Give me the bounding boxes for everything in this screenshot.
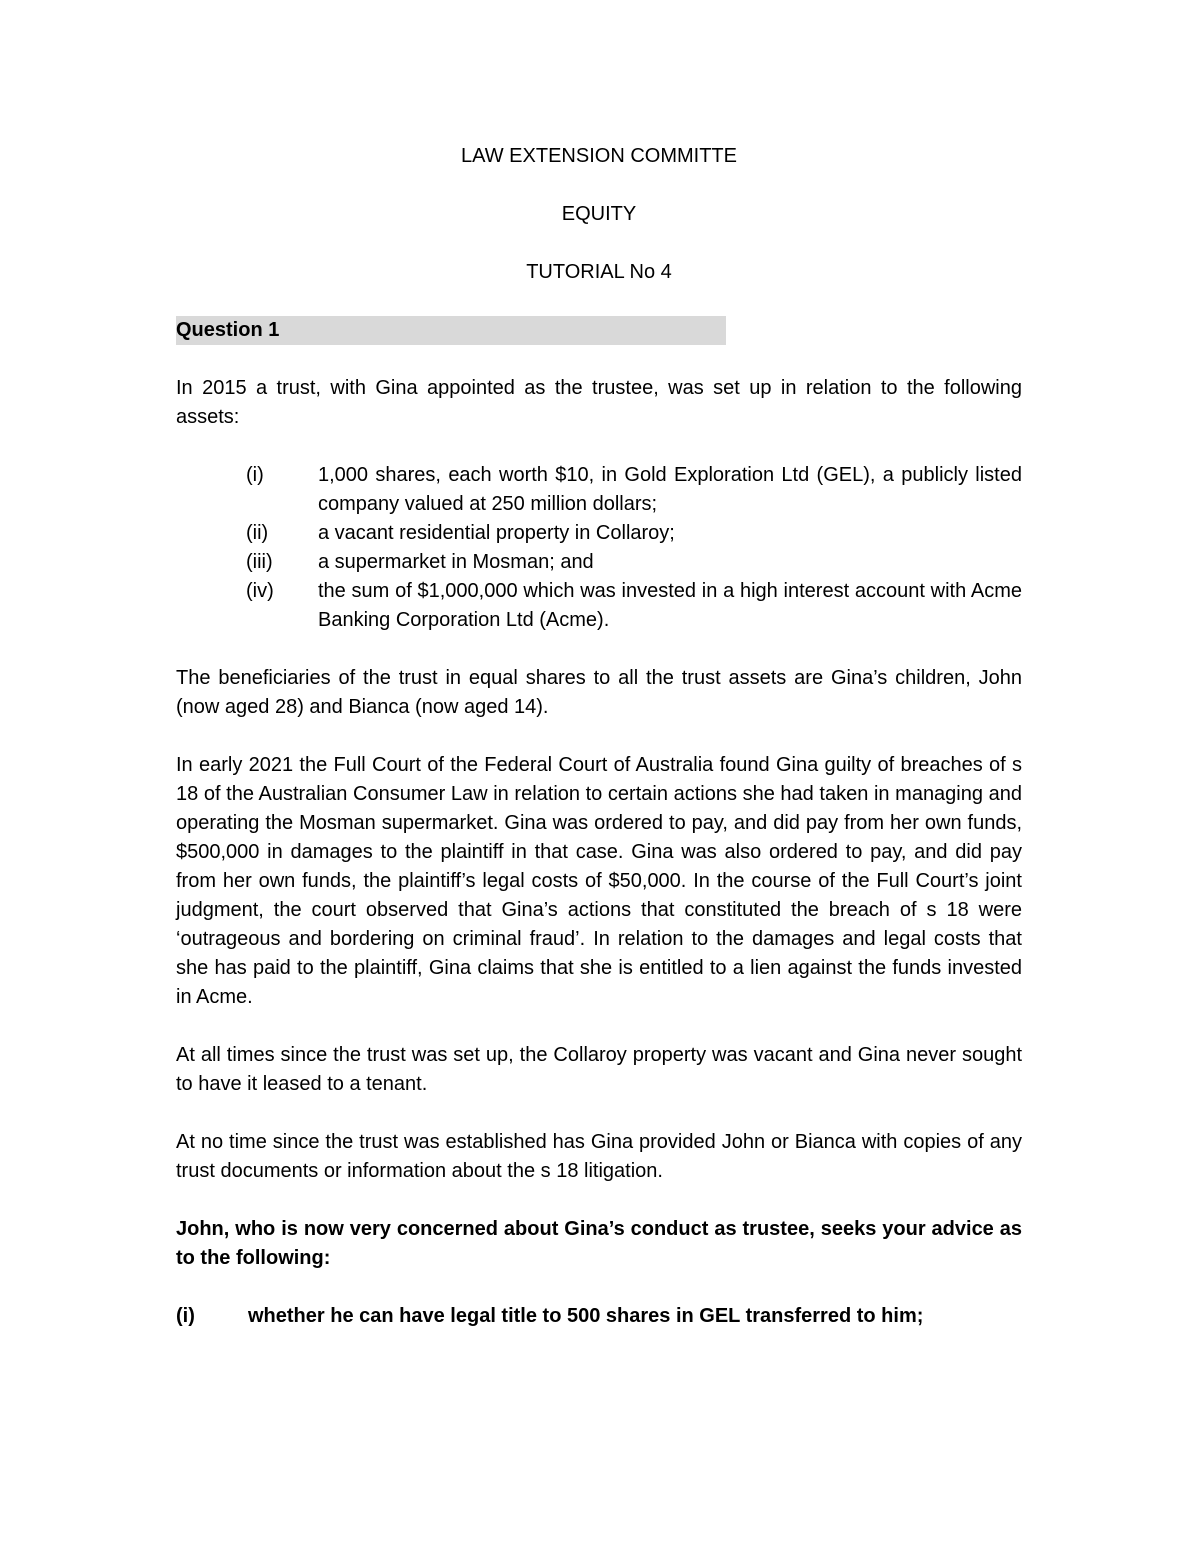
list-item-text: a vacant residential property in Collaroy; <box>318 522 675 544</box>
list-item-number: (iv) <box>246 580 274 602</box>
committee-title: LAW EXTENSION COMMITTE <box>461 145 737 167</box>
list-item-text: a supermarket in Mosman; and <box>318 551 594 573</box>
collaroy-paragraph: At all times since the trust was set up, the Collaroy property was vacant and Gina never sought to have it leased to a tenant. <box>176 1044 1022 1095</box>
documents-paragraph: At no time since the trust was established has Gina provided John or Bianca with copies of any trust documents or information about the s 18 litigation. <box>176 1131 1022 1182</box>
list-item <box>176 577 1022 635</box>
advice-item-number: (i) <box>176 1305 195 1327</box>
list-item-text: 1,000 shares, each worth $10, in Gold Exploration Ltd (GEL), a publicly listed company valued at 250 million dollars; <box>318 464 1022 515</box>
list-item-text: the sum of $1,000,000 which was invested in a high interest account with Acme Banking Corporation Ltd (Acme). <box>318 580 1022 631</box>
intro-paragraph: In 2015 a trust, with Gina appointed as the trustee, was set up in relation to the following assets: <box>176 377 1022 428</box>
list-item <box>176 548 1022 577</box>
list-item-number: (ii) <box>246 522 269 544</box>
advice-item-text: whether he can have legal title to 500 shares in GEL transferred to him; <box>248 1305 924 1327</box>
list-item-number: (iii) <box>246 551 273 573</box>
litigation-paragraph: In early 2021 the Full Court of the Federal Court of Australia found Gina guilty of breaches of s 18 of the Australian Consumer Law in relation to certain actions she had taken in managing and operating the Mosman supermarket. Gina was ordered to pay, and did pay from her own funds, $500,000 in damages to the plaintiff in that case. Gina was also ordered to pay, and did pay from her own funds, the plaintiff’s legal costs of $50,000. In the course of the Full Court’s joint judgment, the court observed that Gina’s actions that constituted the breach of s 18 were ‘outrageous and bordering on criminal fraud’. In relation to the damages and legal costs that she has paid to the plaintiff, Gina claims that she is entitled to a lien against the funds invested in Acme. <box>176 754 1022 1008</box>
subject-title: EQUITY <box>561 203 637 225</box>
document-page <box>176 142 1022 1331</box>
advice-request: John, who is now very concerned about Gina’s conduct as trustee, seeks your advice as to the following: <box>176 1218 1022 1269</box>
list-item <box>176 461 1022 519</box>
list-item <box>176 519 1022 548</box>
advice-item <box>176 1302 1022 1331</box>
list-item-number: (i) <box>246 464 264 486</box>
asset-list <box>176 461 1022 635</box>
beneficiaries-paragraph: The beneficiaries of the trust in equal shares to all the trust assets are Gina’s children, John (now aged 28) and Bianca (now aged 14). <box>176 667 1022 718</box>
question-heading: Question 1 <box>176 316 726 345</box>
tutorial-title: TUTORIAL No 4 <box>526 261 672 283</box>
